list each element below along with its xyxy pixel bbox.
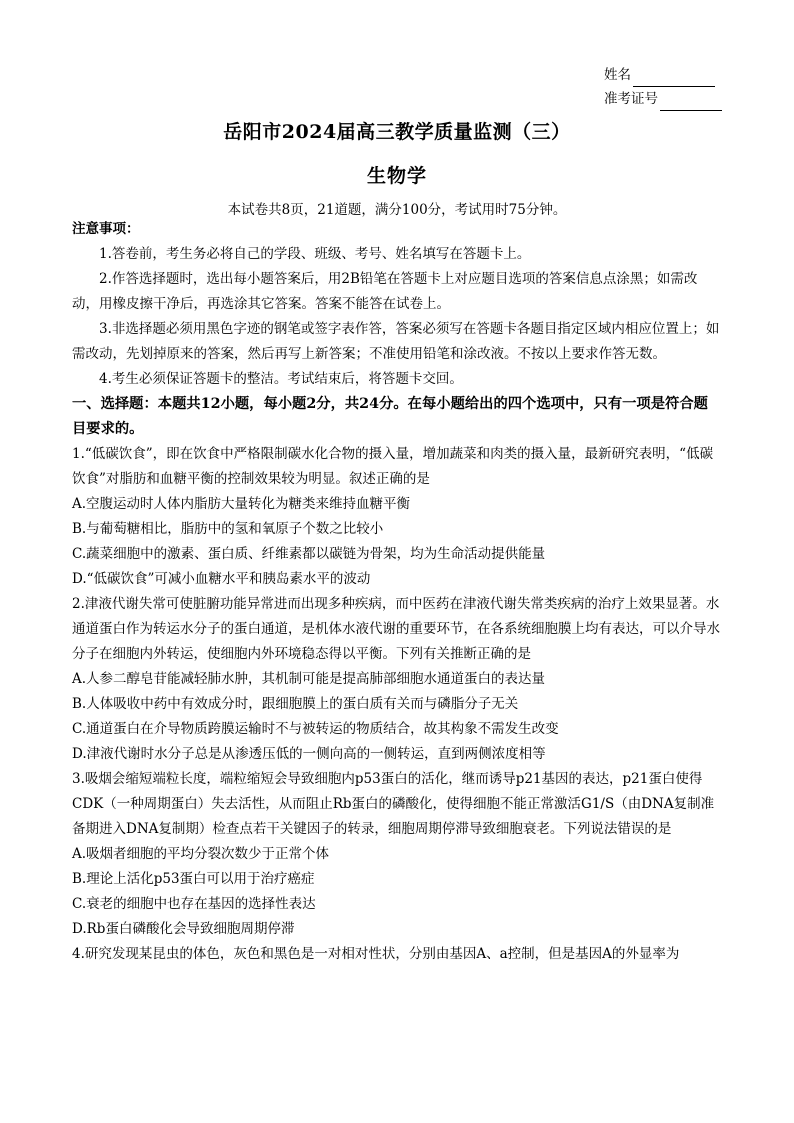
notice-item: 1.答卷前，考生务必将自己的学段、班级、考号、姓名填写在答题卡上。: [99, 246, 531, 262]
notice-item: 3.非选择题必须用黑色字迹的钢笔或签字表作答，答案必须写在答题卡各题目指定区域内相应位置上；如需改动，先划掉原来的答案，然后再写上新答案；不准使用铅笔和涂改液。不按以上要求作答无数。: [72, 321, 720, 362]
option-a: A.人参二醇皂苷能减轻肺水肿，其机制可能是提高肺部细胞水通道蛋白的表达量: [72, 671, 546, 687]
exam-content: [72, 217, 722, 967]
candidate-info: [604, 63, 722, 111]
question-1: [72, 442, 722, 592]
subject-title: 生物学: [366, 165, 427, 187]
option-d: D.Rb蛋白磷酸化会导致细胞周期停滞: [72, 921, 295, 937]
id-label: 准考证号: [604, 91, 658, 107]
option-a: A.空腹运动时人体内脂肪大量转化为糖类来维持血糖平衡: [72, 496, 411, 512]
exam-title: 岳阳市2024届高三教学质量监测（三）: [223, 121, 571, 143]
option-b: B.与葡萄糖相比，脂肪中的氢和氧原子个数之比较小: [72, 521, 384, 537]
question-stem: 4.研究发现某昆虫的体色，灰色和黑色是一对相对性状，分别由基因A、a控制，但是基因A的外显率为: [72, 946, 680, 962]
notice-item: 2.作答选择题时，选出每小题答案后，用2B铅笔在答题卡上对应题目选项的答案信息点涂黑；如需改动，用橡皮擦干净后，再选涂其它答案。答案不能答在试卷上。: [72, 271, 698, 312]
section-heading: 一、选择题：本题共12小题，每小题2分，共24分。在每小题给出的四个选项中，只有一项是符合题目要求的。: [72, 396, 708, 437]
question-2: [72, 592, 722, 767]
question-stem: 2.津液代谢失常可使脏腑功能异常进而出现多种疾病，而中医药在津液代谢失常类疾病的治疗上效果显著。水通道蛋白作为转运水分子的蛋白通道，是机体水液代谢的重要环节，在各系统细胞膜上均有表达，可以介导水分子在细胞内外转运，使细胞内外环境稳态得以平衡。下列有关推断正确的是: [72, 596, 720, 662]
id-blank: [660, 96, 722, 111]
notice-item: 4.考生必须保证答题卡的整洁。考试结束后，将答题卡交回。: [99, 371, 463, 387]
option-c: C.衰老的细胞中也存在基因的选择性表达: [72, 896, 316, 912]
name-blank: [633, 72, 715, 87]
question-4: [72, 942, 722, 967]
notice-heading: 注意事项：: [72, 221, 140, 237]
name-row: [604, 63, 722, 87]
option-d: D.“低碳饮食”可减小血糖水平和胰岛素水平的波动: [72, 571, 371, 587]
question-stem: 3.吸烟会缩短端粒长度，端粒缩短会导致细胞内p53蛋白的活化，继而诱导p21基因的表达，p21蛋白使得CDK（一种周期蛋白）失去活性，从而阻止Rb蛋白的磷酸化，使得细胞不能正常激活G1/S（由DNA复制准备期进入DNA复制期）检查点若干关键因子的转录，细胞周期停滞导致细胞衰老。下列说法错误的是: [72, 771, 715, 837]
option-c: C.蔬菜细胞中的激素、蛋白质、纤维素都以碳链为骨架，均为生命活动提供能量: [72, 546, 546, 562]
question-stem: 1.“低碳饮食”，即在饮食中严格限制碳水化合物的摄入量，增加蔬菜和肉类的摄入量，最新研究表明，“低碳饮食”对脂肪和血糖平衡的控制效果较为明显。叙述正确的是: [72, 446, 714, 487]
option-d: D.津液代谢时水分子总是从渗透压低的一侧向高的一侧转运，直到两侧浓度相等: [72, 746, 546, 762]
option-b: B.理论上活化p53蛋白可以用于治疗癌症: [72, 871, 315, 887]
option-b: B.人体吸收中药中有效成分时，跟细胞膜上的蛋白质有关而与磷脂分子无关: [72, 696, 519, 712]
option-c: C.通道蛋白在介导物质跨膜运输时不与被转运的物质结合，故其构象不需发生改变: [72, 721, 559, 737]
option-a: A.吸烟者细胞的平均分裂次数少于正常个体: [72, 846, 330, 862]
id-row: [604, 87, 722, 111]
name-label: 姓名: [604, 67, 631, 83]
question-3: [72, 767, 722, 942]
exam-info: 本试卷共8页，21道题，满分100分，考试用时75分钟。: [227, 202, 567, 218]
